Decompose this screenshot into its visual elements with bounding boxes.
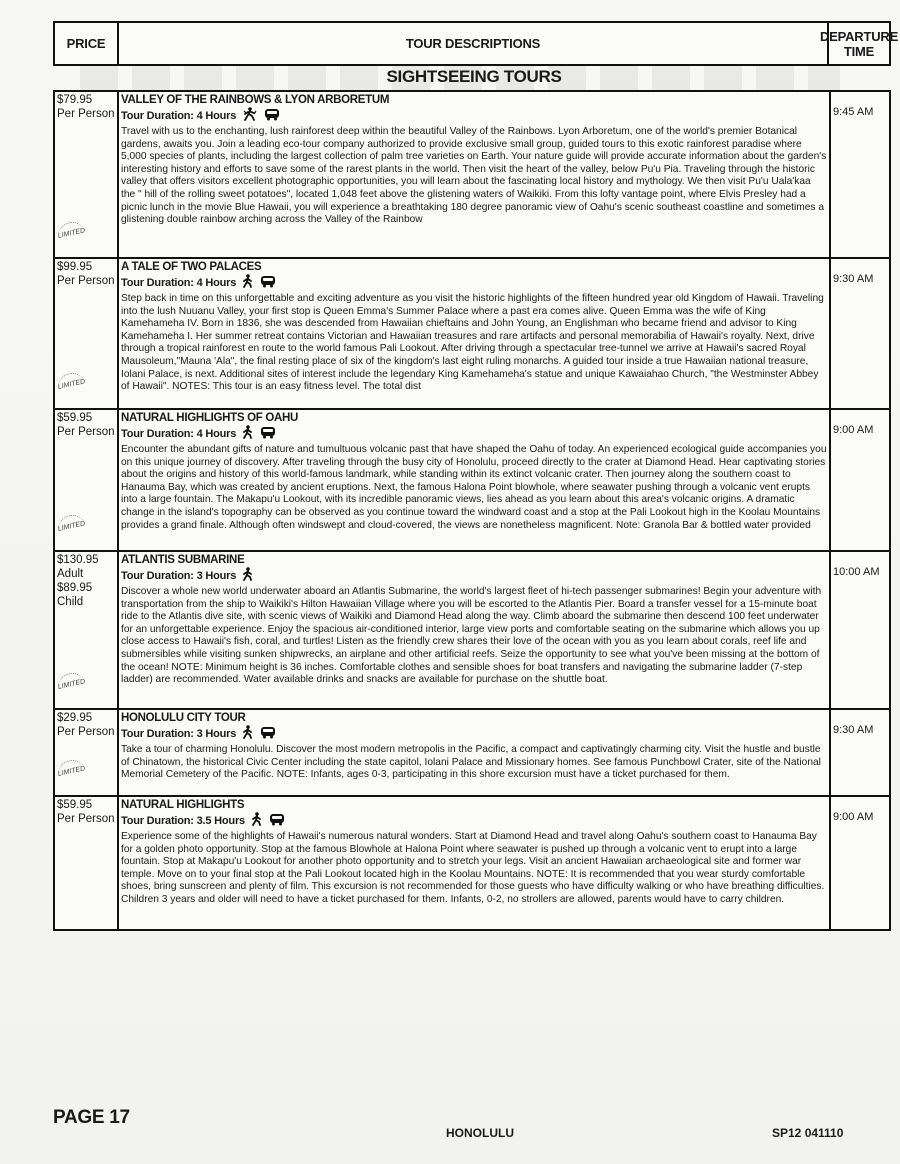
- column-header-row: [53, 21, 899, 66]
- price-line: $79.95: [57, 94, 93, 106]
- footer-port-name: HONOLULU: [446, 1126, 514, 1140]
- price-line: Per Person: [57, 426, 115, 438]
- walker-icon: [242, 274, 254, 293]
- tour-duration-text: Tour Duration: 4 Hours: [121, 277, 237, 289]
- tour-duration: [121, 107, 827, 126]
- tour-duration-text: Tour Duration: 3 Hours: [121, 570, 237, 582]
- bus-icon: [269, 813, 285, 831]
- departure-time: 9:00 AM: [833, 424, 874, 436]
- walker-icon: [242, 425, 254, 444]
- tour-duration: [121, 425, 827, 444]
- departure-time: 9:30 AM: [833, 724, 874, 736]
- walker-icon: [242, 567, 254, 586]
- limited-stamp: LIMITED: [55, 219, 88, 251]
- tour-title: HONOLULU CITY TOUR: [121, 712, 246, 724]
- departure-time: 9:30 AM: [833, 273, 874, 285]
- price-line: $130.95: [57, 554, 99, 566]
- walker-icon: [242, 725, 254, 744]
- departure-time: 9:00 AM: [833, 811, 874, 823]
- tour-description-text: Travel with us to the enchanting, lush rainforest deep within the beautiful Valley of the Rainbows. Lyon Arboretum, one of the world's premier Botanical gardens, awaits you. Join a leading eco-tour company authorized to provide exclusive small group, guided tours to this exotic rainforest paradise where 5,000 species of plants, including the largest collection of palm tree varieties on Earth. Your nature guide will provide accurate information about the garden's interesting history and efforts to save some of the rarest plants in the world. Then visit the heart of the valley, below Pu'u Pia. Traveling through the historic valley that offers visitors excellent photographic opportunities, you will learn about the fascinating local history and mythology. We then visit Pu'u Uala'kaa the " hill of the rolling sweet potatoes", located 1,048 feet above the glistening waters of Waikiki. From this lofty vantage point, where Elvis Presley had a picnic lunch in the movie Blue Hawaii, you will experience a breathtaking 180 degree panoramic view of Oahu's scenic southeast coastline and sometimes a glistening double rainbow arching across the Valley of the Rainbow: [121, 126, 827, 226]
- tour-description-text: Encounter the abundant gifts of nature and tumultuous volcanic past that have shaped the Oahu of today. An experienced ecological guide accompanies you on this unique journey of discovery. After traveling through the busy city of Honolulu, proceed directly to the crater at Diamond Head. Hear captivating stories about the origins and history of this world-famous landmark, while standing within its extinct volcanic crater. Then journey along the southern coast to Hanauma Bay, which was created by ancient eruptions. Next, the famous Halona Point blowhole, where seawater pushing through a volcanic vent erupts into a large fountain. The Makapu'u Lookout, with its incredible panoramic views, lies ahead as you learn about this area's volcanic origins. A dramatic change in the island's topography can be observed as you continue toward the windward coast and a stop at the Pali Lookout high in the Koolau Mountains provides a grand finale. Although often windswept and cloud-covered, the views are nonetheless magnificent. Note: Granola Bar & bottled water provided: [121, 444, 827, 531]
- limited-stamp: LIMITED: [55, 670, 88, 702]
- price-line: $59.95: [57, 799, 93, 811]
- tour-title: NATURAL HIGHLIGHTS: [121, 799, 245, 811]
- tour-price-cell: [55, 797, 119, 931]
- price-line: $59.95: [57, 412, 93, 424]
- tour-description-cell: [119, 410, 831, 550]
- price-line: Per Person: [57, 275, 115, 287]
- limited-stamp: LIMITED: [55, 370, 88, 402]
- tour-description-cell: [119, 552, 831, 708]
- price-column-header: PRICE: [55, 23, 119, 64]
- tour-duration-text: Tour Duration: 3 Hours: [121, 728, 237, 740]
- tour-price-cell: [55, 92, 119, 257]
- price-line: $29.95: [57, 712, 93, 724]
- limited-stamp: LIMITED: [55, 757, 88, 789]
- price-line: Child: [57, 596, 84, 608]
- tour-row: [55, 710, 889, 797]
- tour-description-text: Step back in time on this unforgettable and exciting adventure as you visit the historic highlights of the fifteen hundred year old Kingdom of Hawaii. Traveling into the lush Nuuanu Valley, your first stop is Queen Emma's Summer Palace where a past era comes alive. Queen Emma was the wife of King Kamehameha IV. Born in 1836, she was descended from Hawaiian chieftains and John Young, an Englishman who became friend and advisor to King Kamehameha I. Her summer retreat contains Victorian and Hawaiian treasures and rare artifacts and personal memorabilia of Hawaii's royalty. Next, drive through a tropical rainforest en route to the world famous Pali Lookout. After driving through a spectacular tree-tunnel we arrive at Hawaii's sacred Royal Mausoleum,"Mauna 'Ala", the final resting place of six of the kingdom's last eight ruling monarchs. A guided tour inside a true Hawaiian national treasure, Iolani Palace, is next. Additional sites of interest include the legendary King Kamehameha's statue and unique Kawaiahao Church, "the Westminster Abbey of Hawaii". NOTES: This tour is an easy fitness level. The total dist: [121, 293, 824, 393]
- tour-description-text: Take a tour of charming Honolulu. Discover the most modern metropolis in the Pacific, a compact and captivatingly charming city. Visit the hustle and bustle of Chinatown, the historical Civic Center including the state capitol, Iolani Palace and Missionary homes. See famous Punchbowl Crater, site of the National Memorial Cemetery of the Pacific. NOTE: Infants, ages 0-3, participating in this shore excursion must have a ticket purchased for them.: [121, 744, 821, 781]
- tour-row: [55, 259, 889, 410]
- descriptions-column-header: TOUR DESCRIPTIONS: [119, 23, 829, 64]
- departure-time: 10:00 AM: [833, 566, 880, 578]
- tour-description-cell: [119, 710, 831, 795]
- tour-description-cell: [119, 92, 831, 257]
- tour-row: [55, 552, 889, 710]
- limited-stamp: LIMITED: [55, 512, 88, 544]
- tour-price-cell: [55, 710, 119, 795]
- tour-title: VALLEY OF THE RAINBOWS & LYON ARBORETUM: [121, 94, 390, 106]
- tour-row: [55, 92, 889, 259]
- tours-table: [53, 90, 891, 931]
- price-line: Per Person: [57, 108, 115, 120]
- tour-price-cell: [55, 259, 119, 408]
- price-line: $99.95: [57, 261, 93, 273]
- page-number: PAGE 17: [53, 1107, 130, 1128]
- tour-duration: [121, 274, 827, 293]
- bus-icon: [264, 108, 280, 126]
- tour-title: A TALE OF TWO PALACES: [121, 261, 262, 273]
- tour-duration: [121, 812, 827, 831]
- tour-description-text: Discover a whole new world underwater aboard an Atlantis Submarine, the world's largest fleet of hi-tech passenger submarines! Begin your adventure with transportation from the ship to Waikiki's Hilton Hawaiian Village where you will be escorted to the Atlantis Pier. Board a transfer vessel for a 15-minute boat ride to the Atlantis dive site, with scenic views of Waikiki and Diamond Head along the way. Climb aboard the submarine then descend 100 feet underwater for an unforgettable experience. Enjoy the spacious air-conditioned interior, large view ports and comfortable seating on the submarine which allows you up close access to Hawaii's fish, coral, and turtles! Listen as the friendly crew shares their love of the ocean with you as you learn about corals, reef life and submersibles while visiting sunken shipwrecks, an airplane and other artificial reefs. Seize the opportunity to see what you've been missing at the bottom of the ocean! NOTE: Minimum height is 36 inches. Comfortable clothes and sensible shoes for boat transfers and navigating the submarine ladder (7-step ladder) are recommended. Water available drinks and snacks are available for purchase on the shuttle boat.: [121, 586, 822, 686]
- bus-icon: [260, 426, 276, 444]
- bus-icon: [260, 726, 276, 744]
- footer-code: SP12 041110: [772, 1126, 844, 1140]
- price-line: Adult: [57, 568, 84, 580]
- departure-column-header: DEPARTURE TIME: [819, 28, 899, 59]
- price-line: Per Person: [57, 726, 115, 738]
- tour-duration-text: Tour Duration: 3.5 Hours: [121, 815, 245, 827]
- tour-row: [55, 797, 889, 931]
- tour-description-cell: [119, 797, 831, 931]
- tour-description-text: Experience some of the highlights of Hawaii's numerous natural wonders. Start at Diamond Head and travel along Oahu's southern coast to Hanauma Bay for a golden photo opportunity. Stop at the famous Blowhole at Halona Point where seawater is pushed up through a volcanic vent to erupt into a large fountain. Stop at Makapu'u Lookout for another photo opportunity and to stretch your legs. Visit an ancient Hawaiian archaeological site and former war temple. Move on to your final stop at the Pali Lookout located high in the Koolau Mountains. NOTE: It is recommended that you wear sturdy comfortable shoes, bring sunscreen and plenty of film. This excursion is not recommended for those guests who have difficulty walking or who have breathing difficulties. Children 3 years and older will need to have a ticket purchased for them. Infants, 0-2, no strollers are allowed, parents would have to carry children.: [121, 831, 825, 905]
- tour-row: [55, 410, 889, 552]
- tour-title: NATURAL HIGHLIGHTS OF OAHU: [121, 412, 299, 424]
- hiker-icon: [242, 107, 258, 126]
- tour-duration-text: Tour Duration: 4 Hours: [121, 428, 237, 440]
- price-line: $89.95: [57, 582, 93, 594]
- tour-price-cell: [55, 552, 119, 708]
- tour-duration: [121, 567, 827, 586]
- price-line: Per Person: [57, 813, 115, 825]
- section-title: SIGHTSEEING TOURS: [386, 67, 562, 86]
- departure-time: 9:45 AM: [833, 106, 874, 118]
- bus-icon: [260, 275, 276, 293]
- tour-description-cell: [119, 259, 831, 408]
- tour-duration: [121, 725, 827, 744]
- tour-duration-text: Tour Duration: 4 Hours: [121, 110, 237, 122]
- tour-title: ATLANTIS SUBMARINE: [121, 554, 245, 566]
- walker-icon: [251, 812, 263, 831]
- tour-price-cell: [55, 410, 119, 550]
